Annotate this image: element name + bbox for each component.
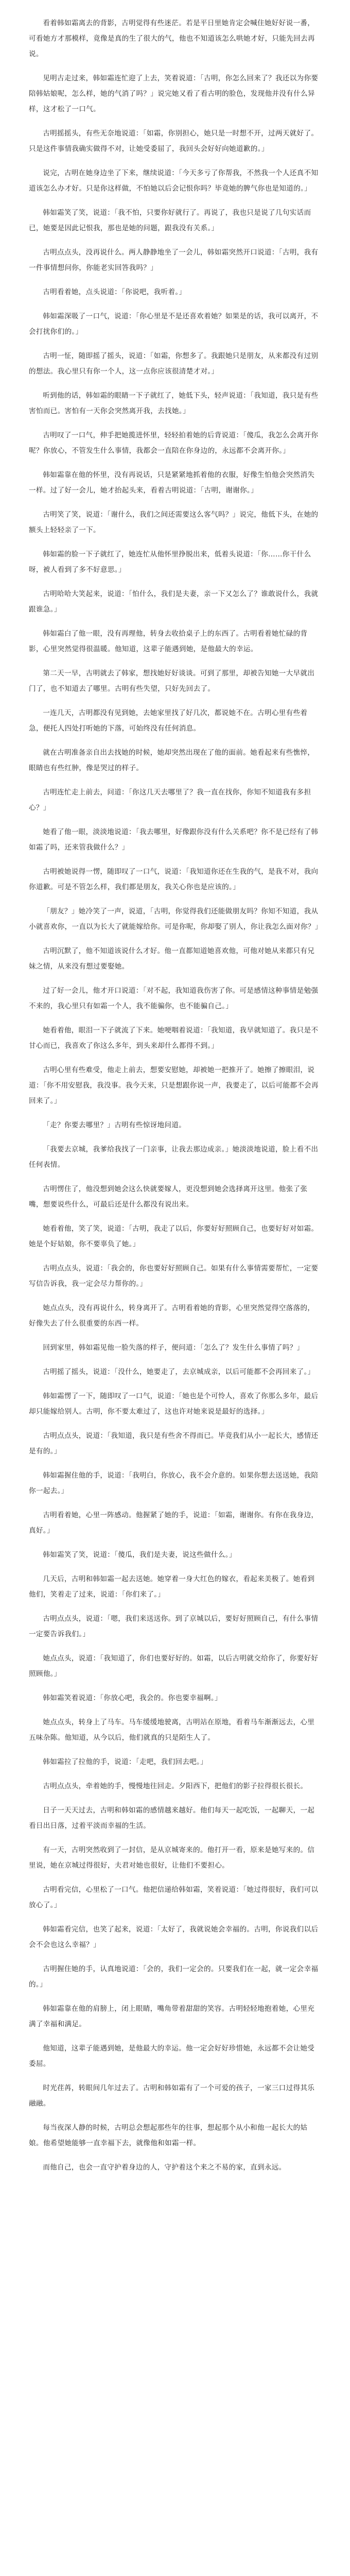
article-paragraph: 古明摇摇头，有些无奈地说道：「如霜，你别担心，她只是一时想不开，过两天就好了。只是这件事情我确实做得不对，让她受委屈了，我回头会好好向她道歉的。」 [29,129,319,153]
article-paragraph: 听到他的话，韩如霜的眼睛一下子就红了，她低下头，轻声说道：「我知道，我只是有些害怕而已。害怕有一天你会突然离开我，去找她。」 [29,392,319,415]
article-paragraph: 古明点点头，没再说什么。两人静静地坐了一会儿，韩如霜突然开口说道：「古明，我有一件事情想问你，你能老实回答我吗？」 [29,248,319,272]
article-paragraph: 古明心里有些难受，他走上前去，想要安慰她，却被她一把推开了。她擦了擦眼泪，说道：「你不用安慰我，我没事。我今天来，只是想跟你说一声，我要走了，以后可能都不会再回来了。」 [29,1066,319,1105]
article-paragraph: 见明古走过来，韩如霜连忙迎了上去，笑着说道：「古明，你怎么回来了？我还以为你要陪韩姑娘呢，怎么样，她的气消了吗？」说完她又看了看古明的脸色，发现他并没有什么异样，这才松了一口气。 [29,74,319,113]
article-paragraph: 韩如霜深吸了一口气，说道：「你心里是不是还喜欢着她？如果是的话，我可以离开，不会打扰你们的。」 [29,312,319,336]
article-paragraph: 古明叹了一口气，伸手把她揽进怀里，轻轻拍着她的后背说道：「傻瓜，我怎么会离开你呢？你放心，不管发生什么事情，我都会一直陪在你身边的，永远都不会离开你。」 [29,431,319,455]
article-paragraph: 几天后，古明和韩如霜一起去送她。她穿着一身大红色的嫁衣，看起来美极了。她看到他们，笑着走了过来，说道：「你们来了。」 [29,1575,315,1599]
article-paragraph: 韩如霜拉了拉他的手，说道：「走吧，我们回去吧。」 [43,1758,208,1766]
article-paragraph: 她点点头，说道：「我知道了，你们也要好好的。如霜，以后古明就交给你了，你要好好照顾他。」 [29,1654,319,1678]
article-paragraph: 古明握住她的手，认真地说道：「会的，我们一定会的。只要我们在一起，就一定会幸福的。」 [29,1965,319,1989]
article-paragraph: 回到家里，韩如霜见他一脸失落的样子，便问道：「怎么了？发生什么事情了吗？」 [43,1344,304,1352]
article-paragraph: 时光荏苒，转眼间几年过去了。古明和韩如霜有了一个可爱的孩子，一家三口过得其乐融融。 [29,2084,315,2108]
article-paragraph: 日子一天天过去，古明和韩如霜的感情越来越好。他们每天一起吃饭，一起聊天，一起看日出日落，过着平淡而幸福的生活。 [29,1806,315,1830]
article-paragraph: 古明点点头，说道：「嗯，我们来送送你。到了京城以后，要好好照顾自己，有什么事情一定要告诉我们。」 [29,1615,319,1638]
article-paragraph: 韩如霜白了他一眼，没有再理他，转身去收拾桌子上的东西了。古明看着她忙碌的背影，心里突然觉得很温暖。他知道，这辈子能遇到她，是他最大的幸运。 [29,630,308,653]
article-paragraph: 古明看着她，点头说道：「你说吧，我听着。」 [43,288,186,296]
article-paragraph: 她点点头，转身上了马车。马车缓缓地驶离，古明站在原地，看着马车渐渐远去，心里五味杂陈。他知道，从今以后，他们就真的只是陌生人了。 [29,1718,315,1742]
article-paragraph: 韩如霜看完信，也笑了起来，说道：「太好了，我就说她会幸福的。古明，你说我们以后会不会也这么幸福？」 [29,1925,319,1949]
article-body [29,15,321,2175]
article-paragraph: 古明摇了摇头，说道：「没什么，她要走了，去京城成亲，以后可能都不会再回来了。」 [43,1368,315,1376]
article-paragraph: 就在古明准备亲自出去找她的时候，她却突然出现在了他的面前。她看起来有些憔悴，眼睛也有些红肿，像是哭过的样子。 [29,749,315,772]
article-paragraph: 韩如霜笑了笑，说道：「我不怕，只要你好就行了。再说了，我也只是说了几句实话而已，她要是因此记恨我，那也是她的问题，跟我没有关系。」 [29,209,311,232]
article-paragraph: 她看着他，眼泪一下子就流了下来。她哽咽着说道：「我知道，我早就知道了。我只是不甘心而已，我喜欢了你这么多年，到头来却什么都得不到。」 [29,1026,319,1050]
article-paragraph: 「我要去京城，我爹给我找了一门亲事，让我去那边成亲。」她淡淡地说道，脸上看不出任何表情。 [29,1145,319,1169]
article-paragraph: 「走？你要去哪里？」古明有些惊讶地问道。 [43,1121,186,1129]
article-paragraph: 每当夜深人静的时候，古明总会想起那些年的往事，想起那个从小和他一起长大的姑娘。他希望她能够一直幸福下去，就像他和如霜一样。 [29,2124,308,2147]
article-paragraph: 古明连忙走上前去，问道：「你这几天去哪里了？我一直在找你，你知不知道我有多担心？」 [29,788,311,812]
article-paragraph: 古明点点头，牵着她的手，慢慢地往回走。夕阳西下，把他们的影子拉得很长很长。 [43,1782,308,1790]
article-paragraph: 韩如霜笑着说道：「你放心吧，我会的。你也要幸福啊。」 [43,1694,222,1702]
article-paragraph: 古明看着她，心里一阵感动。他握紧了她的手，说道：「如霜，谢谢你。有你在我身边，真好。」 [29,1511,319,1535]
article-paragraph: 而他自己，也会一直守护着身边的人，守护着这个来之不易的家，直到永远。 [43,2163,286,2172]
article-paragraph: 她点点头，没有再说什么，转身离开了。古明看着她的背影，心里突然觉得空落落的，好像失去了什么很重要的东西一样。 [29,1304,315,1328]
article-paragraph: 古明哈哈大笑起来，说道：「怕什么，我们是夫妻，亲一下又怎么了？谁敢说什么，我就跟谁急。」 [29,590,319,614]
article-paragraph: 古明沉默了，他不知道该说什么才好。他一直都知道她喜欢他，可他对她从来都只有兄妹之情，从来没有想过要娶她。 [29,947,315,971]
article-paragraph: 韩如霜靠在他的怀里，没有再说话，只是紧紧地抓着他的衣服，好像生怕他会突然消失一样。过了好一会儿，她才抬起头来，看着古明说道：「古明，谢谢你。」 [29,471,315,495]
article-paragraph: 古明看完信，心里松了一口气。他把信递给韩如霜，笑着说道：「她过得很好，我们可以放心了。」 [29,1886,319,1909]
article-paragraph: 她看着他，笑了笑，说道：「古明，我走了以后，你要好好照顾自己，也要好好对如霜。她是个好姑娘，你不要辜负了她。」 [29,1225,319,1248]
article-paragraph: 古明点点头，说道：「我会的，你也要好好照顾自己。如果有什么事情需要帮忙，一定要写信告诉我，我一定会尽力帮你的。」 [29,1264,319,1288]
article-paragraph: 他知道，这辈子能遇到她，是他最大的幸运。他一定会好好珍惜她，永远都不会让她受委屈。 [29,2044,315,2068]
article-paragraph: 过了好一会儿，他才开口说道：「对不起，我知道我伤害了你。可是感情这种事情是勉强不来的，我心里只有如霜一个人，我不能骗你，也不能骗自己。」 [29,987,319,1010]
article-paragraph: 看着韩如霜离去的背影，古明觉得有些迷茫。若是平日里她肯定会喊住她好好说一番，可看她方才那模样，竟像是真的生了很大的气，他也不知道该怎么哄她才好，只能先回去再说。 [29,19,315,58]
article-paragraph: 韩如霜靠在他的肩膀上，闭上眼睛，嘴角带着甜甜的笑容。古明轻轻地抱着她，心里充满了幸福和满足。 [29,2005,315,2028]
article-paragraph: 「朋友？」她冷笑了一声，说道，「古明，你觉得我们还能做朋友吗？你知不知道，我从小就喜欢你，一直以为长大了就能嫁给你。可是你呢，你却娶了别人，你让我怎么面对你？」 [29,907,322,931]
article-paragraph: 韩如霜的脸一下子就红了，她连忙从他怀里挣脱出来，低着头说道：「你……你干什么呀，被人看到了多不好意思。」 [29,550,311,574]
article-paragraph: 古明被她说得一愣，随即叹了一口气，说道：「我知道你还在生我的气，是我不对，我向你道歉。可是不管怎么样，我们都是朋友，我关心你也是应该的。」 [29,868,319,891]
article-paragraph: 古明一怔，随即摇了摇头，说道：「如霜，你想多了。我跟她只是朋友，从来都没有过别的想法。我心里只有你一个人，这一点你应该很清楚才对。」 [29,352,319,376]
article-paragraph: 古明愣住了，他没想到她会这么快就要嫁人，更没想到她会选择离开这里。他张了张嘴，想要说些什么，可最后还是什么都没有说出来。 [29,1185,308,1209]
article-paragraph: 一连几天，古明都没有见到她，去她家里找了好几次，都说她不在。古明心里有些着急，便托人四处打听她的下落，可始终没有任何消息。 [29,709,308,733]
article-paragraph: 古明笑了笑，说道：「谢什么，我们之间还需要这么客气吗？」说完，他低下头，在她的额头上轻轻亲了一下。 [29,511,319,534]
article-paragraph: 说完，古明在她身边坐了下来，继续说道：「今天多亏了你帮我，不然我一个人还真不知道该怎么办才好。只是你这样做，不怕她以后会记恨你吗？毕竟她的脾气你也是知道的。」 [29,169,319,193]
article-paragraph: 韩如霜笑了笑，说道：「傻瓜，我们是夫妻，说这些做什么。」 [43,1551,236,1559]
article-paragraph: 第二天一早，古明就去了韩家，想找她好好谈谈。可到了那里，却被告知她一大早就出门了，也不知道去了哪里。古明有些失望，只好先回去了。 [29,669,315,693]
article-paragraph: 韩如霜握住他的手，说道：「我明白，你放心，我不会介意的。如果你想去送送她，我陪你一起去。」 [29,1471,319,1495]
article-paragraph: 古明点点头，说道：「我知道，我只是有些舍不得而已。毕竟我们从小一起长大，感情还是有的。」 [29,1432,319,1455]
article-paragraph: 韩如霜愣了一下，随即叹了一口气，说道：「她也是个可怜人，喜欢了你那么多年，最后却只能嫁给别人。古明，你不要太难过了，这也许对她来说是最好的选择。」 [29,1392,319,1416]
article-paragraph: 她看了他一眼，淡淡地说道：「我去哪里，好像跟你没有什么关系吧？你不是已经有了韩如霜了吗，还来管我做什么？」 [29,828,319,852]
article-paragraph: 有一天，古明突然收到了一封信，是从京城寄来的。他打开一看，原来是她写来的。信里说，她在京城过得很好，夫君对她也很好，让他们不要担心。 [29,1846,315,1870]
